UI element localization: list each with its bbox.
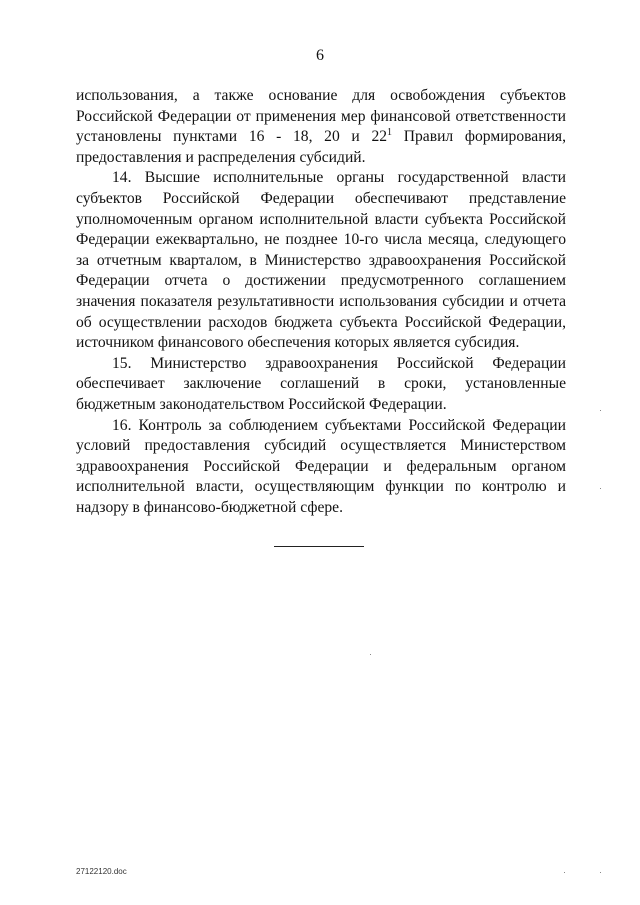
paragraph-16: 16. Контроль за соблюдением субъектами Российской Федерации условий предоставления субсидий осуществляется Министерством здравоохранения Российской Федерации и федеральным органом исполнительной власти, осуществляющим функции по контролю и надзору в финансово-бюджетной сфере. (76, 416, 566, 516)
footer-doc-id: 27122120.doc (76, 867, 127, 876)
document-body (76, 86, 566, 518)
paragraph-text: использования, а также основание для освобождения субъектов Российской Федерации от применения мер финансовой ответственности установлены пунктами 16 - 18, 20 и 22 (76, 87, 566, 146)
paragraph-15: 15. Министерство здравоохранения Российской Федерации обеспечивает заключение соглашений в сроки, установленные бюджетным законодательством Российской Федерации. (76, 354, 566, 413)
scan-speck (600, 488, 601, 489)
paragraph-14: 14. Высшие исполнительные органы государственной власти субъектов Российской Федерации обеспечивают представление уполномоченным органом исполнительной власти субъекта Российской Федерации ежеквартально, не позднее 10-го числа месяца, следующего за отчетным кварталом, в Министерство здравоохранения Российской Федерации отчета о достижении предусмотренного соглашением значения показателя результативности использования субсидии и отчета об осуществлении расходов бюджета субъекта Российской Федерации, источником финансового обеспечения которых является субсидия. (76, 169, 566, 352)
page-number: 6 (316, 47, 324, 64)
paragraph-text: Правил формирования, предоставления и распределения субсидий. (76, 128, 566, 166)
scan-speck (600, 410, 601, 411)
scan-speck (600, 872, 601, 873)
scan-speck (564, 872, 565, 873)
paragraph-continuation (76, 86, 566, 168)
end-divider-line (274, 546, 364, 547)
footnote-superscript: 1 (387, 127, 393, 138)
scan-speck (370, 654, 371, 655)
